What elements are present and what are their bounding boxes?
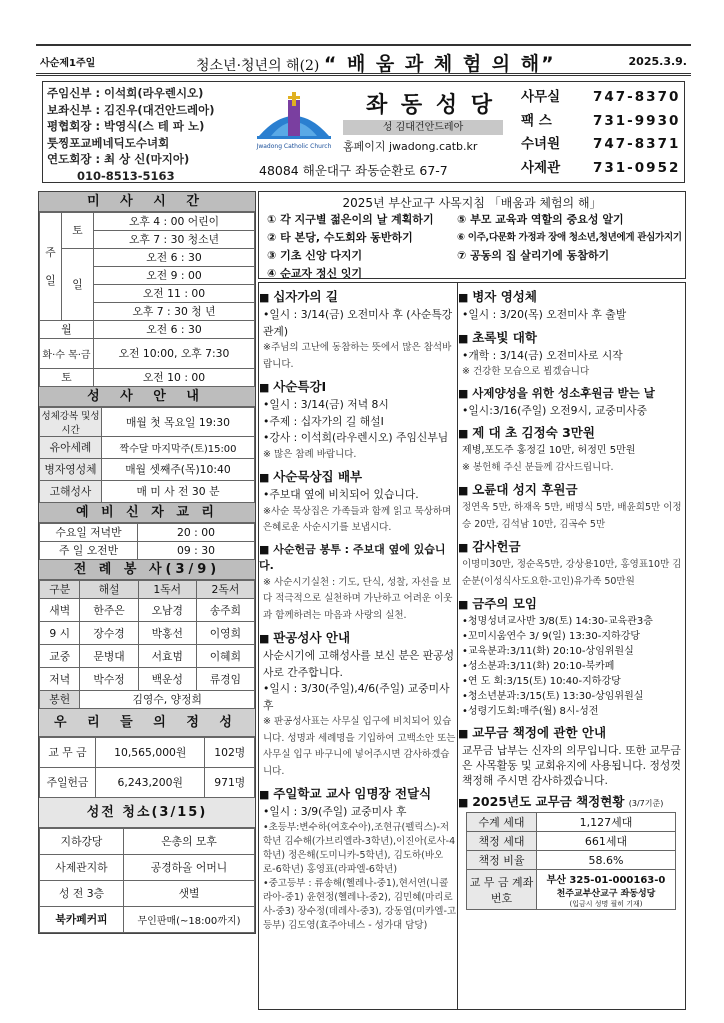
notice-heading: ■ 사제양성을 위한 성소후원금 받는 날 — [458, 385, 685, 401]
sacrament-title: 성 사 안 내 — [39, 387, 255, 407]
patron-bar: 성 김대건안드레아 — [343, 120, 503, 135]
notice — [259, 467, 457, 537]
sunday-label: 주일 — [40, 213, 62, 321]
notice-note: ※ 사순시기실천 : 기도, 단식, 성찰, 자선을 보다 적극적으로 실천하며 가난하고 어려운 이웃과 함께하려는 마음과 사랑의 실천. — [263, 576, 453, 621]
notice — [259, 784, 457, 933]
notice-note: ※ 봉헌해 주신 분들께 감사드립니다. — [462, 461, 614, 473]
catechumen-title: 예 비 신 자 교 리 — [39, 503, 255, 523]
mass-time: 오전 9 : 00 — [94, 267, 255, 285]
pastoral-box — [258, 191, 686, 279]
mass-time: 오후 7 : 30 청 년 — [94, 303, 255, 321]
dues-key: 책정 비율 — [467, 851, 537, 870]
service-cell: 박수정 — [80, 668, 138, 691]
notice-heading: ■ 사순특강Ⅰ — [259, 377, 457, 395]
notice — [259, 628, 457, 780]
mass-title: 미 사 시 간 — [39, 192, 255, 212]
account-note: (입금시 성명 필히 기재) — [569, 899, 643, 908]
service-cell: 장수경 — [80, 622, 138, 645]
dues-section — [458, 792, 685, 910]
service-cell: 서효범 — [138, 645, 196, 668]
notice — [458, 385, 685, 420]
sacrament-key: 성체강복 및성시간 — [40, 408, 102, 437]
dues-value: 1,127세대 — [537, 813, 676, 832]
class-name: 수요일 저녁반 — [40, 524, 138, 542]
notice-line: •성령기도회:매주(월) 8시-성전 — [462, 706, 599, 717]
notice-line: 제병,포도주 홍정길 10만, 허정민 5만원 — [462, 445, 636, 456]
dues-subtitle: (3/7기준) — [628, 799, 664, 808]
notice-line: •꼬미시움연수 3/ 9(일) 13:30-지하강당 — [462, 631, 641, 642]
dues-value: 661세대 — [537, 832, 676, 851]
class-name: 주 일 오전반 — [40, 542, 138, 560]
sacrament-value: 매월 셋째주(목)10:40 — [102, 459, 255, 481]
service-cell: 백운성 — [138, 668, 196, 691]
notice-note: •중고등부 : 류송해(헬레나-중1),현서연(니콜라아-중1) 윤현정(헬레나-중2), 김민혜(마리로사-중3) 장수정(데레사-중3), 강동엽(미카엘-고등부) 김도영(효주아네스 - 성가대 담당) — [263, 877, 457, 931]
sacrament-value: 짝수달 마지막주(토)15:00 — [102, 437, 255, 459]
phone-row: 사무실 747-8370 — [521, 89, 681, 105]
notice — [458, 480, 685, 533]
issue-date: 2025.3.9. — [628, 55, 687, 68]
notice-heading: ■ 십자가의 길 — [259, 287, 457, 305]
left-column — [38, 191, 256, 934]
notice-note: ※ 판공성사표는 사무실 입구에 비치되어 있습니다. 성명과 세례명을 기입하여 고백소안 또는 사무실 입구 바구니에 넣어주시면 감사하겠습니다. — [263, 716, 456, 777]
clergy-line: 평협회장 : 박영식(스 테 파 노) — [47, 119, 205, 133]
notice — [458, 594, 685, 719]
clergy-line: 010-8513-5163 — [77, 168, 175, 183]
cleaning-table — [39, 828, 255, 933]
notice-line: •일시 : 3/20(목) 오전미사 후 출발 — [462, 308, 627, 321]
mass-time: 오전 6 : 30 — [94, 321, 255, 339]
pastoral-item: ⑦ 공동의 집 살리기에 동참하기 — [457, 249, 610, 262]
notice-note: 이명미30만, 정순옥5만, 강상용10만, 홍영표10만 김순분(이성식사도요한-고인)유가족 50만원 — [462, 559, 682, 587]
clergy-line: 주임신부 : 이석희(라우렌시오) — [47, 86, 204, 100]
service-cell: 저녁 — [40, 668, 80, 691]
service-cell: 새벽 — [40, 599, 80, 622]
pastoral-item: ⑥ 이주,다문화 가정과 장애 청소년,청년에게 관심가지기 — [457, 232, 682, 243]
notice-heading: ■ 금주의 모임 — [458, 594, 685, 612]
sacrament-table — [39, 407, 255, 503]
class-time: 09 : 30 — [138, 542, 255, 560]
cleaning-area: 지하강당 — [40, 829, 124, 855]
notice — [458, 328, 685, 381]
service-cell: 송주희 — [196, 599, 254, 622]
notices-col-a — [258, 282, 458, 1010]
notice-note: •초등부:변수하(여호수아),조현규(펠릭스)-저학년 김수해(가브리엘라-3학년),이진아(로사-4학년) 정은해(도미니카-5학년), 김도하(바오로-6학년) 홍영표(라파엘-6학년) — [263, 821, 456, 875]
offering-count: 102명 — [205, 738, 255, 768]
service-head: 1독서 — [138, 581, 196, 599]
mass-time: 오후 4 : 00 어린이 — [94, 213, 255, 231]
service-cell: 9 시 — [40, 622, 80, 645]
cleaning-area: 북카페커피 — [40, 907, 124, 933]
church-address: 48084 해운대구 좌동순환로 67-7 — [259, 163, 448, 178]
dues-key: 책정 세대 — [467, 832, 537, 851]
dues-title-text: 2025년도 교무금 책정현황 — [472, 794, 625, 809]
offering-amount: 10,565,000원 — [96, 738, 205, 768]
sacrament-key: 고해성사 — [40, 481, 102, 503]
sacrament-key: 병자영성체 — [40, 459, 102, 481]
notice-heading: ■ 판공성사 안내 — [259, 628, 457, 646]
account-cell — [537, 870, 676, 910]
homepage-link[interactable]: 홈페이지 jwadong.catb.kr — [343, 140, 478, 153]
mass-time: 오전 10:00, 오후 7:30 — [94, 339, 255, 369]
notice-heading: ■ 감사헌금 — [458, 537, 685, 555]
pastoral-item: ③ 기초 신앙 다지기 — [267, 249, 363, 262]
notice-line: •주보대 옆에 비치되어 있습니다. — [263, 488, 419, 501]
notice-note: ※주님의 고난에 동참하는 뜻에서 많은 참석바랍니다. — [263, 342, 452, 370]
service-cell: 문병대 — [80, 645, 138, 668]
notice — [458, 287, 685, 324]
notice-heading: ■ 주일학교 교사 임명장 전달식 — [259, 784, 457, 802]
notice-heading: ■ 사순헌금 봉투 : 주보대 옆에 있습니다. — [259, 541, 457, 573]
header-bar — [36, 44, 691, 76]
pastoral-item: ② 타 본당, 수도회와 동반하기 — [267, 231, 413, 244]
clergy-line: 툿찡포교베네딕도수녀회 — [47, 135, 170, 150]
notice-line: •강사 : 이석희(라우렌시오) 주임신부님 — [263, 431, 449, 444]
sincerity-title: 우 리 들 의 정 성 — [39, 709, 255, 737]
pastoral-item: ④ 순교자 정신 잇기 — [267, 267, 363, 280]
weekday-label: 화·수 목·금 — [40, 339, 94, 369]
notice — [259, 287, 457, 373]
cleaning-group: 무인판매(~18:00까지) — [124, 907, 255, 933]
sun-label: 일 — [62, 249, 94, 321]
dues-title — [458, 792, 685, 810]
notice-note: ※ 많은 참례 바랍니다. — [263, 448, 357, 460]
pastoral-item: ① 각 지구별 젊은이의 날 계획하기 — [267, 213, 434, 226]
weekday-label: 월 — [40, 321, 94, 339]
issue-label: 사순제1주일 — [40, 58, 96, 69]
weekday-label: 토 — [40, 369, 94, 387]
notice-heading: ■ 초록빛 대학 — [458, 328, 685, 346]
notice-note: ※사순 묵상집은 가족들과 함께 읽고 묵상하며 은혜로운 사순시기를 보냅시다. — [263, 505, 452, 533]
theme-year: 청소년·청년의 해(2) — [196, 58, 320, 74]
notice — [458, 723, 685, 788]
cleaning-group: 공경하올 어머니 — [124, 855, 255, 881]
cleaning-area: 사제관지하 — [40, 855, 124, 881]
class-time: 20 : 00 — [138, 524, 255, 542]
notice-line: •교육분과:3/11(화) 20:10-상임위원실 — [462, 646, 634, 657]
offering-count: 971명 — [205, 768, 255, 798]
service-cell: 이영희 — [196, 622, 254, 645]
notice-line: •일시 : 3/30(주일),4/6(주일) 교중미사 후 — [263, 682, 450, 712]
phone-row: 사제관 731-0952 — [521, 159, 681, 176]
service-cell: 한주은 — [80, 599, 138, 622]
notice-heading: ■ 제 대 초 김정숙 3만원 — [458, 423, 685, 441]
catechumen-table — [39, 523, 255, 560]
notice-line: 교무금 납부는 신자의 의무입니다. 또한 교무금은 사목활동 및 교회유지에 사용됩니다. 정성껏 책정해 주시면 감사하겠습니다. — [462, 744, 681, 787]
service-head: 해설 — [80, 581, 138, 599]
sincerity-table — [39, 737, 255, 798]
theme-title: “ 배 움 과 체 험 의 해” — [323, 53, 556, 75]
account-number: 부산 325-01-000163-0 — [546, 874, 666, 886]
sacrament-value: 매월 첫 목요일 19:30 — [102, 408, 255, 437]
dues-value: 58.6% — [537, 851, 676, 870]
notice-line: •청소년분과:3/15(토) 13:30-상임위원실 — [462, 691, 644, 702]
cleaning-area: 성 전 3층 — [40, 881, 124, 907]
cleaning-title: 성전 청소(3/15) — [39, 798, 255, 828]
service-cell: 이혜희 — [196, 645, 254, 668]
sat-label: 토 — [62, 213, 94, 249]
notice-line: •일시 : 3/14(금) 오전미사 후 (사순특강관계) — [263, 308, 453, 338]
service-cell: 교중 — [40, 645, 80, 668]
notice — [259, 541, 457, 625]
notices-col-b — [458, 282, 686, 1010]
notice-line: •개학 : 3/14(금) 오전미사로 시작 — [462, 348, 623, 362]
theme-banner — [196, 49, 556, 76]
pastoral-title: 2025년 부산교구 사목지침 「배움과 체험의 해」 — [342, 196, 602, 210]
clergy-list — [47, 85, 215, 184]
notice-heading: ■ 병자 영성체 — [458, 287, 685, 305]
logo-text: Jwadong Catholic Church — [256, 143, 332, 150]
notice-line: •연 도 회:3/15(토) 10:40-지하강당 — [462, 676, 621, 687]
service-head: 2독서 — [196, 581, 254, 599]
notice-line: •주제 : 십자가의 길 해설Ⅰ — [263, 414, 384, 428]
notice — [259, 377, 457, 463]
phone-row: 팩 스 731-9930 — [521, 112, 681, 129]
mass-time: 오전 10 : 00 — [94, 369, 255, 387]
mass-time: 오전 6 : 30 — [94, 249, 255, 267]
notice-heading: ■ 오륜대 성지 후원금 — [458, 480, 685, 498]
account-owner: 천주교부산교구 좌동성당 — [556, 888, 656, 899]
clergy-line: 보좌신부 : 김진우(대건안드레아) — [47, 102, 215, 117]
notice-line: •청명성녀교사반 3/8(토) 14:30-교육관3층 — [462, 616, 653, 627]
service-head: 구분 — [40, 581, 80, 599]
notice-line: 사순시기에 고해성사를 보신 분은 판공성사로 간주합니다. — [263, 649, 455, 679]
account-label: 교 무 금 계좌번호 — [467, 870, 537, 910]
church-name: 좌 동 성 당 — [366, 93, 495, 118]
sacrament-value: 매 미 사 전 30 분 — [102, 481, 255, 503]
notice-line: •일시 : 3/14(금) 저녁 8시 — [263, 398, 389, 411]
phone-list — [521, 86, 680, 180]
notice — [458, 537, 685, 590]
church-info-box — [42, 81, 685, 183]
cleaning-group: 샛별 — [124, 881, 255, 907]
service-cell: 류경임 — [196, 668, 254, 691]
offertory-label: 봉헌 — [40, 691, 80, 709]
clergy-line: 연도회장 : 최 상 신(마지아) — [47, 152, 190, 166]
mass-time: 오전 11 : 00 — [94, 285, 255, 303]
notice-heading: ■ 사순묵상집 배부 — [259, 467, 457, 485]
church-logo-icon — [251, 86, 337, 152]
service-cell: 박홍선 — [138, 622, 196, 645]
mass-time: 오후 7 : 30 청소년 — [94, 231, 255, 249]
offering-amount: 6,243,200원 — [96, 768, 205, 798]
mass-table — [39, 212, 255, 387]
offering-type: 교 무 금 — [40, 738, 96, 768]
dues-key: 수계 세대 — [467, 813, 537, 832]
notice — [458, 423, 685, 476]
service-title: 전 례 봉 사(3/9) — [39, 560, 255, 580]
notice-line: •성소분과:3/11(화) 20:10-북카페 — [462, 661, 615, 672]
cleaning-group: 은총의 모후 — [124, 829, 255, 855]
service-cell: 오남경 — [138, 599, 196, 622]
offertory-names: 김영수, 양정희 — [80, 691, 255, 709]
notice-note: 정연옥 5만, 하재옥 5만, 배명식 5만, 배윤희5만 이정승 20만, 김석남 10만, 김곡수 5만 — [462, 502, 682, 530]
pastoral-item: ⑤ 부모 교육과 역할의 중요성 알기 — [457, 213, 624, 226]
notice-note: ※ 건강한 모습으로 뵙겠습니다 — [462, 366, 590, 377]
dues-table — [466, 812, 676, 910]
notice-heading: ■ 교무금 책정에 관한 안내 — [458, 723, 685, 741]
notice-line: •일시:3/16(주일) 오전9시, 교중미사중 — [462, 403, 647, 417]
notice-line: •일시 : 3/9(주일) 교중미사 후 — [263, 805, 407, 818]
pastoral-items — [259, 211, 685, 283]
sacrament-key: 유아세례 — [40, 437, 102, 459]
phone-row: 수녀원 747-8371 — [521, 136, 681, 152]
offering-type: 주일헌금 — [40, 768, 96, 798]
service-table — [39, 580, 255, 709]
